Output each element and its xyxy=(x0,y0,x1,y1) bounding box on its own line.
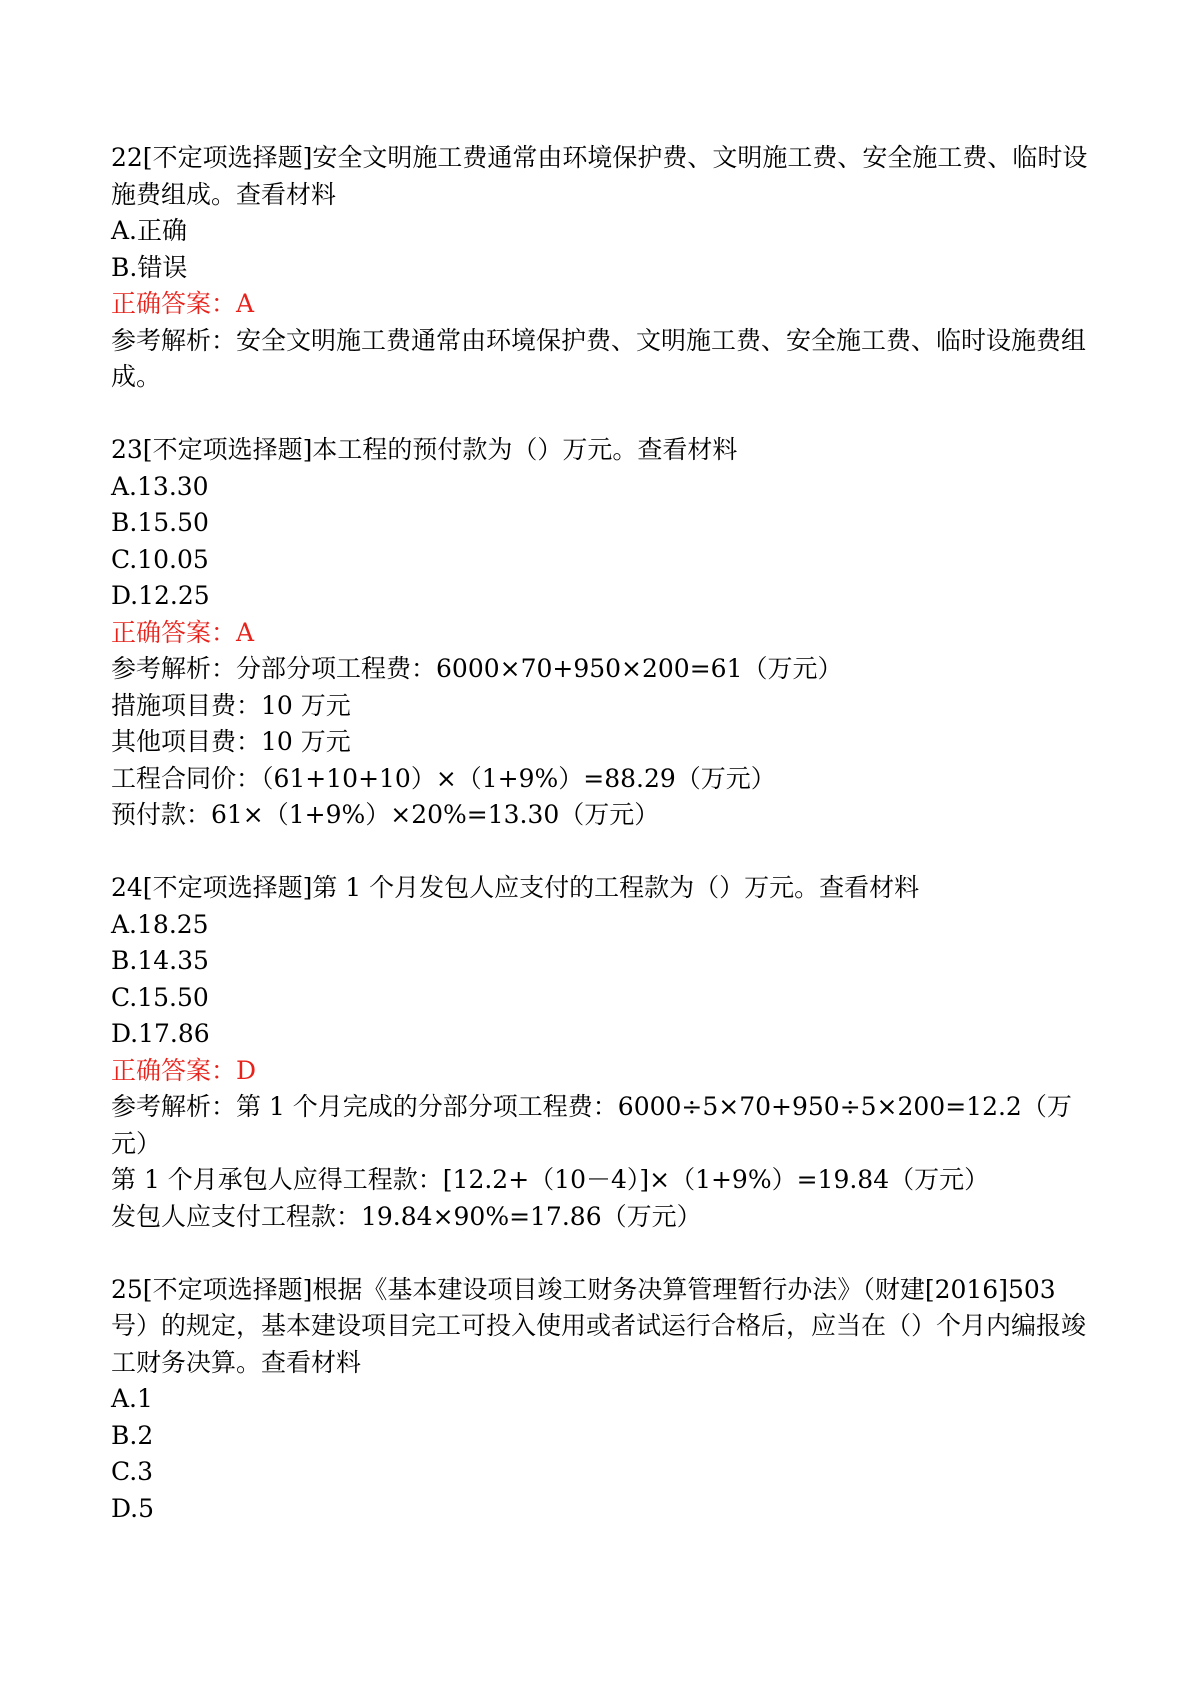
option-d: D.5 xyxy=(111,1493,155,1523)
question-stem: 22[不定项选择题]安全文明施工费通常由环境保护费、文明施工费、安全施工费、临时设施费组成。查看材料 xyxy=(111,143,1088,209)
question-stem: 24[不定项选择题]第 1 个月发包人应支付的工程款为（）万元。查看材料 xyxy=(111,873,920,902)
option-a: A.1 xyxy=(111,1384,153,1413)
question-23 xyxy=(111,432,1091,834)
option-b: B.2 xyxy=(111,1420,154,1450)
analysis-line: 预付款：61×（1+9%）×20%=13.30（万元） xyxy=(111,800,660,829)
option-b: B.错误 xyxy=(111,252,188,282)
question-24 xyxy=(111,870,1091,1235)
option-d: D.17.86 xyxy=(111,1019,210,1048)
option-c: C.3 xyxy=(111,1457,154,1486)
analysis-line: 措施项目费：10 万元 xyxy=(111,690,351,720)
option-b: B.15.50 xyxy=(111,508,209,537)
question-25 xyxy=(111,1272,1091,1528)
correct-answer: 正确答案：D xyxy=(111,1055,257,1085)
option-b: B.14.35 xyxy=(111,946,209,975)
correct-answer: 正确答案：A xyxy=(111,289,255,318)
option-a: A.13.30 xyxy=(111,471,209,501)
document-page xyxy=(111,140,1091,1564)
option-c: C.15.50 xyxy=(111,982,209,1012)
option-a: A.18.25 xyxy=(111,909,209,939)
question-22 xyxy=(111,140,1091,396)
analysis-line: 参考解析：第 1 个月完成的分部分项工程费：6000÷5×70+950÷5×200=12.2（万元） xyxy=(111,1092,1072,1158)
analysis-line: 其他项目费：10 万元 xyxy=(111,727,351,756)
option-c: C.10.05 xyxy=(111,544,209,574)
question-stem: 23[不定项选择题]本工程的预付款为（）万元。查看材料 xyxy=(111,435,738,464)
analysis-line: 工程合同价：（61+10+10）×（1+9%）=88.29（万元） xyxy=(111,763,776,793)
analysis-line: 发包人应支付工程款：19.84×90%=17.86（万元） xyxy=(111,1201,702,1231)
question-stem: 25[不定项选择题]根据《基本建设项目竣工财务决算管理暂行办法》（财建[2016]503 号）的规定，基本建设项目完工可投入使用或者试运行合格后，应当在（）个月内编报竣工财务决算。查看材料 xyxy=(111,1274,1087,1377)
analysis-line: 参考解析：安全文明施工费通常由环境保护费、文明施工费、安全施工费、临时设施费组成。 xyxy=(111,325,1087,391)
option-a: A.正确 xyxy=(111,216,188,245)
option-d: D.12.25 xyxy=(111,581,210,610)
analysis-line: 第 1 个月承包人应得工程款：[12.2+（10－4）]×（1+9%）=19.84（万元） xyxy=(111,1165,990,1194)
analysis-line: 参考解析：分部分项工程费：6000×70+950×200=61（万元） xyxy=(111,654,843,683)
correct-answer: 正确答案：A xyxy=(111,617,255,647)
